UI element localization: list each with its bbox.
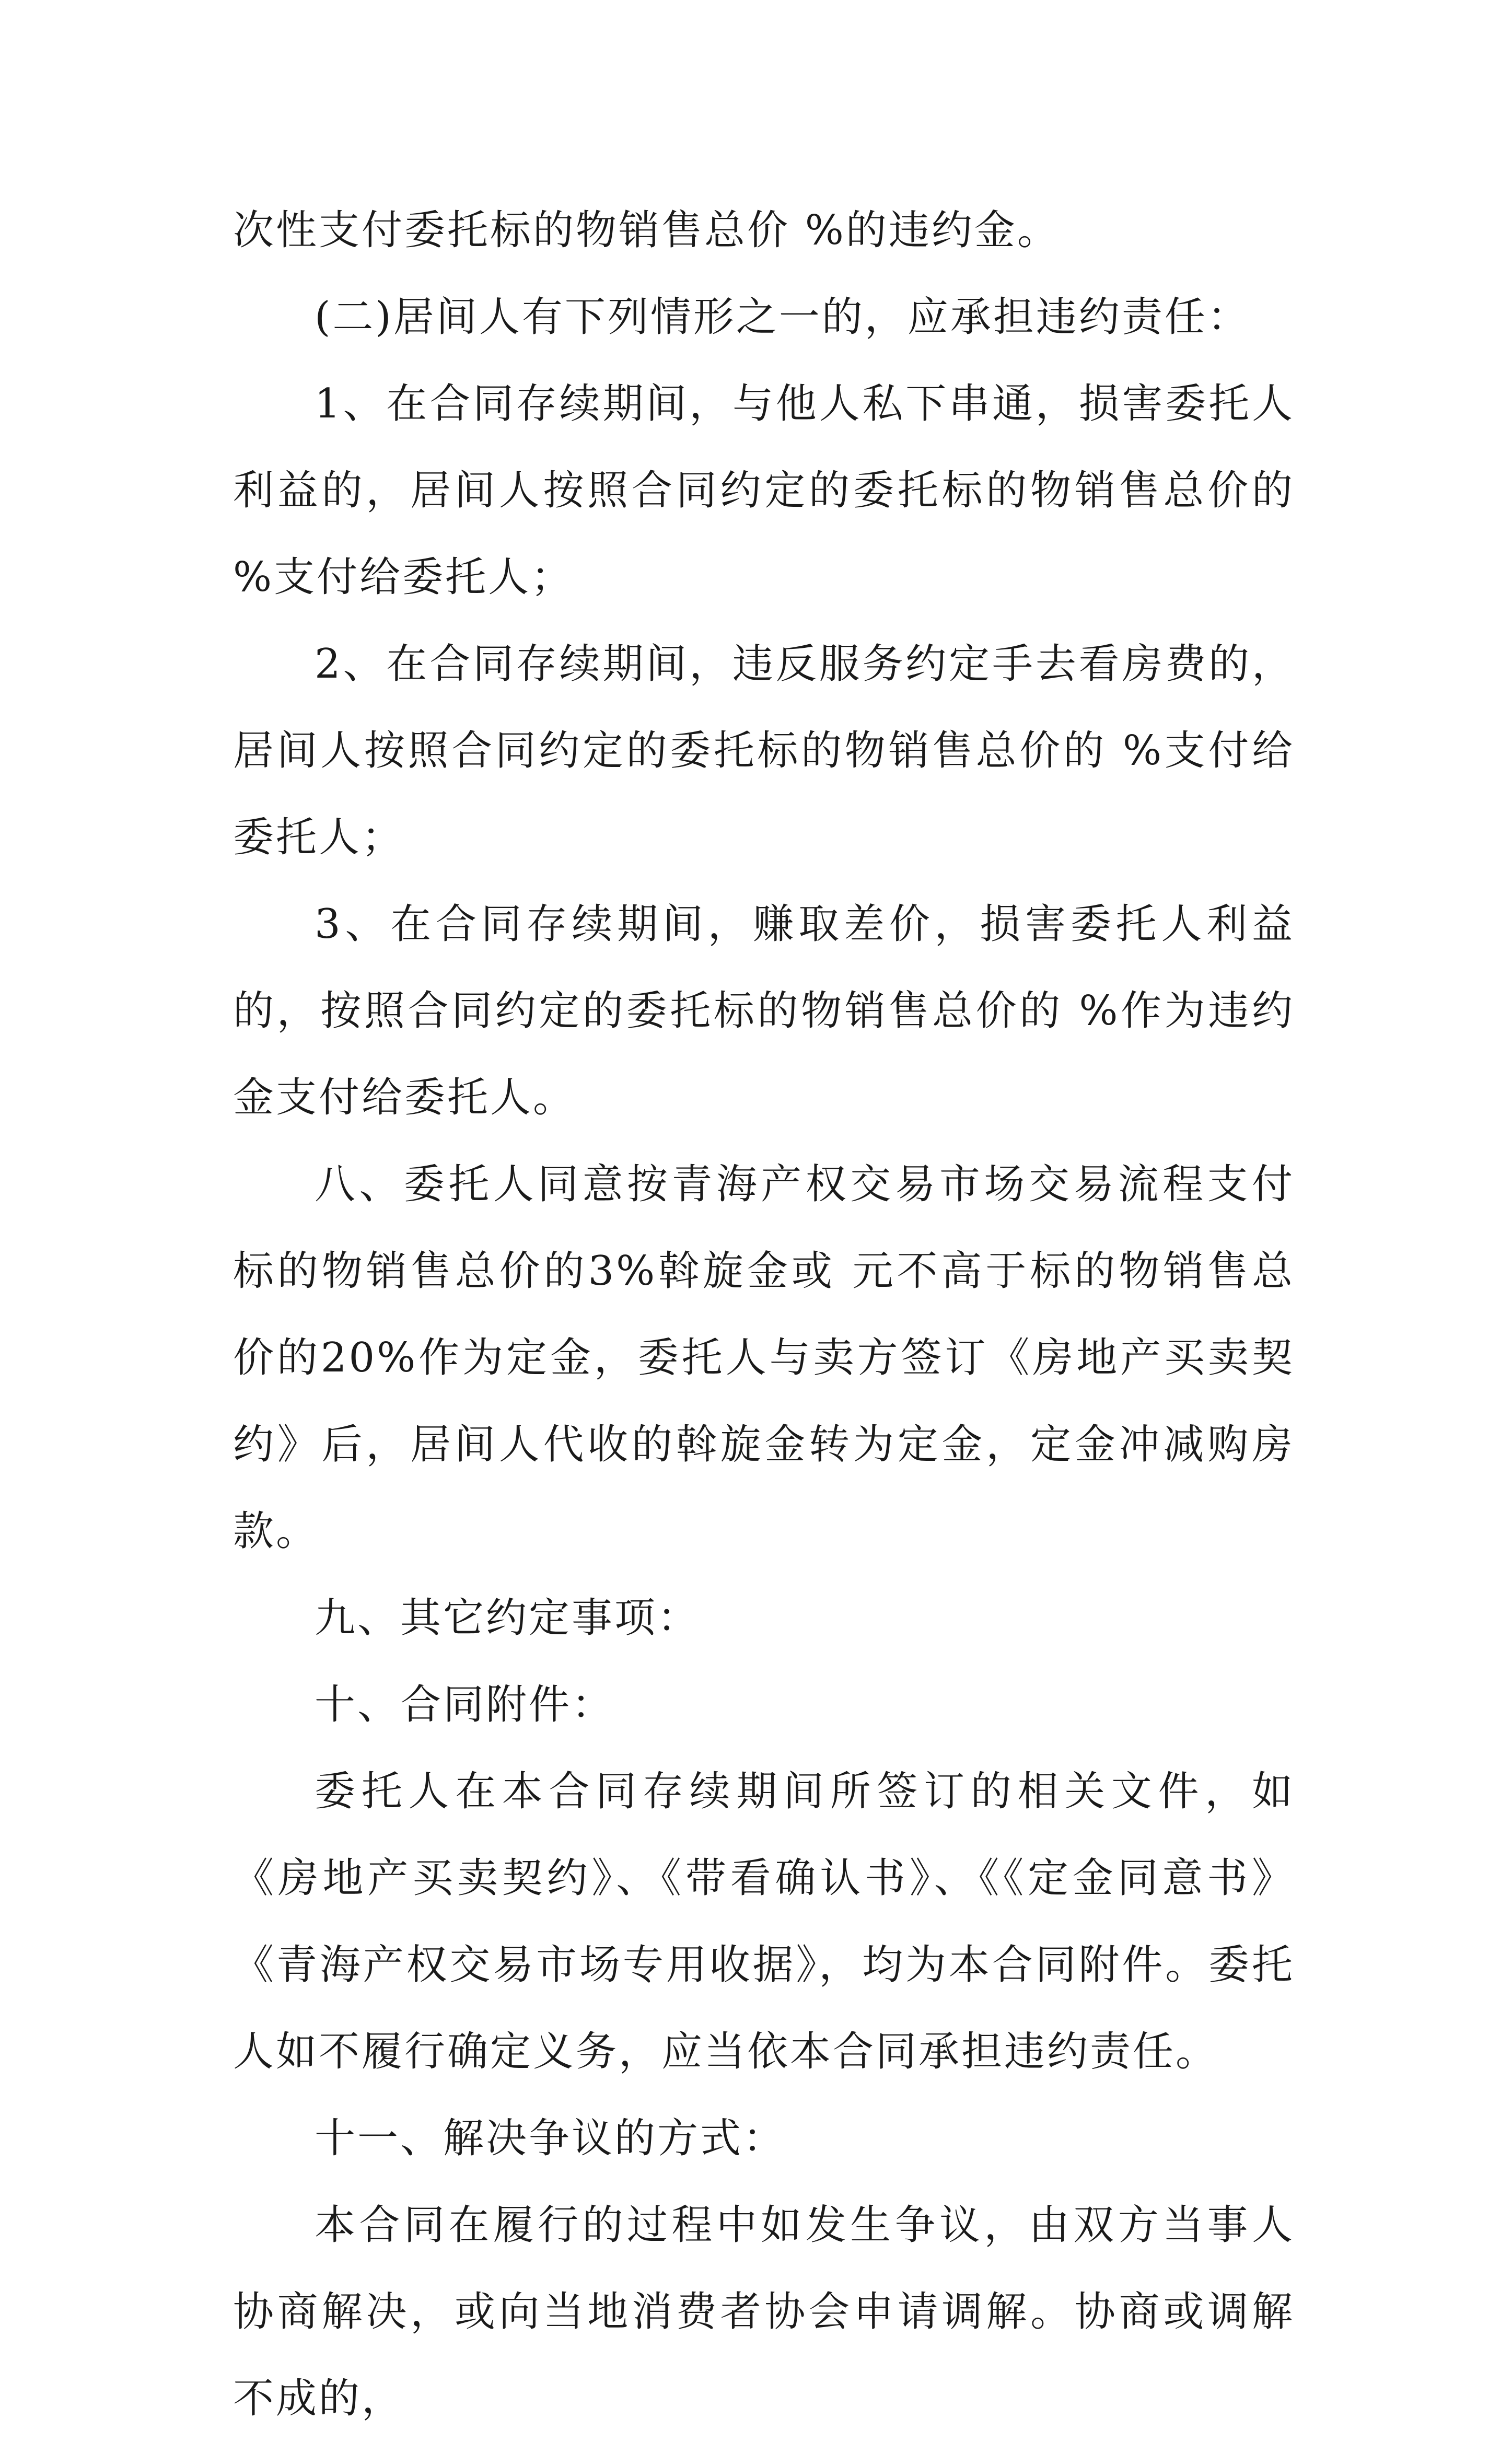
paragraph-section-8: 八、委托人同意按青海产权交易市场交易流程支付标的物销售总价的3%斡旋金或 元不高于标的物销售总价的20%作为定金，委托人与卖方签订《房地产买卖契约》后，居间人代收的斡旋金转为定金，定金冲减购房款。: [233, 1161, 1295, 1555]
paragraph-section-10: 十、合同附件：: [315, 1681, 615, 1728]
paragraph-item-1: 1、在合同存续期间，与他人私下串通，损害委托人利益的，居间人按照合同约定的委托标的物销售总价的 %支付给委托人；: [233, 380, 1295, 601]
paragraph-section-11: 十一、解决争议的方式：: [315, 2115, 786, 2162]
paragraph-attachments: 委托人在本合同存续期间所签订的相关文件，如《房地产买卖契约》、《带看确认书》、《《定金同意书》《青海产权交易市场专用收据》，均为本合同附件。委托人如不履行确定义务，应当依本合同承担违约责任。: [233, 1768, 1295, 2075]
paragraph-continuation: 次性支付委托标的物销售总价 %的违约金。: [233, 207, 1060, 254]
paragraph-item-2: 2、在合同存续期间，违反服务约定手去看房费的，居间人按照合同约定的委托标的物销售总价的 %支付给委托人；: [233, 641, 1295, 861]
paragraph-dispute-resolution: 本合同在履行的过程中如发生争议，由双方当事人协商解决，或向当地消费者协会申请调解。协商或调解不成的，: [233, 2202, 1295, 2422]
paragraph-clause-2-heading: (二)居间人有下列情形之一的，应承担违约责任：: [315, 294, 1250, 341]
paragraph-item-3: 3、在合同存续期间，赚取差价，损害委托人利益的，按照合同约定的委托标的物销售总价的 %作为违约金支付给委托人。: [233, 901, 1295, 1121]
document-body: [233, 187, 1295, 2442]
paragraph-section-9: 九、其它约定事项：: [315, 1595, 701, 1642]
